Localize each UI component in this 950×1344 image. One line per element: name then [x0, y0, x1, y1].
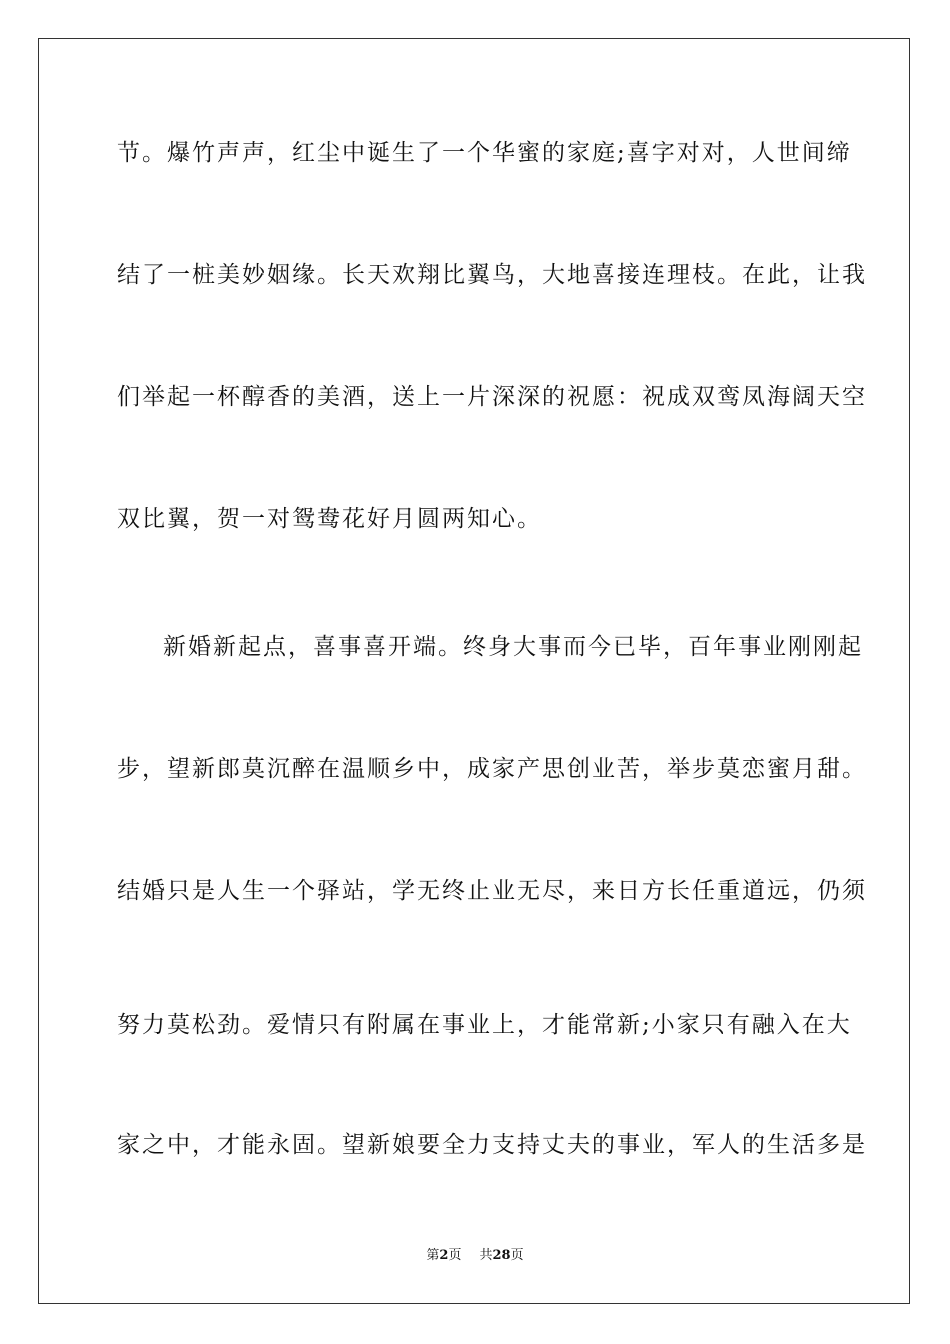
body-text-line-1: 节。爆竹声声，红尘中诞生了一个华蜜的家庭;喜字对对，人世间缔 — [117, 140, 852, 166]
total-pages: 28 — [492, 1248, 511, 1263]
body-text-line-7: 结婚只是人生一个驿站，学无终止业无尽，来日方长任重道远，仍须 — [117, 878, 867, 904]
page-suffix: 页 — [448, 1248, 462, 1263]
body-text-line-5: 新婚新起点，喜事喜开端。终身大事而今已毕，百年事业刚刚起 — [163, 634, 863, 660]
body-text-line-2: 结了一桩美妙姻缘。长天欢翔比翼鸟，大地喜接连理枝。在此，让我 — [117, 262, 867, 288]
body-text-line-9: 家之中，才能永固。望新娘要全力支持丈夫的事业，军人的生活多是 — [117, 1132, 867, 1158]
page-number: 2 — [439, 1248, 449, 1263]
body-text-line-3: 们举起一杯醇香的美酒，送上一片深深的祝愿：祝成双鸾凤海阔天空 — [117, 384, 867, 410]
page-footer — [0, 1247, 950, 1265]
total-suffix: 页 — [510, 1248, 524, 1263]
page-prefix: 第 — [426, 1248, 440, 1263]
body-text-line-4: 双比翼，贺一对鸳鸯花好月圆两知心。 — [117, 506, 542, 532]
page-border — [38, 38, 910, 1304]
body-text-line-8: 努力莫松劲。爱情只有附属在事业上，才能常新;小家只有融入在大 — [117, 1012, 852, 1038]
body-text-line-6: 步，望新郎莫沉醉在温顺乡中，成家产思创业苦，举步莫恋蜜月甜。 — [117, 756, 867, 782]
total-prefix: 共 — [479, 1248, 493, 1263]
